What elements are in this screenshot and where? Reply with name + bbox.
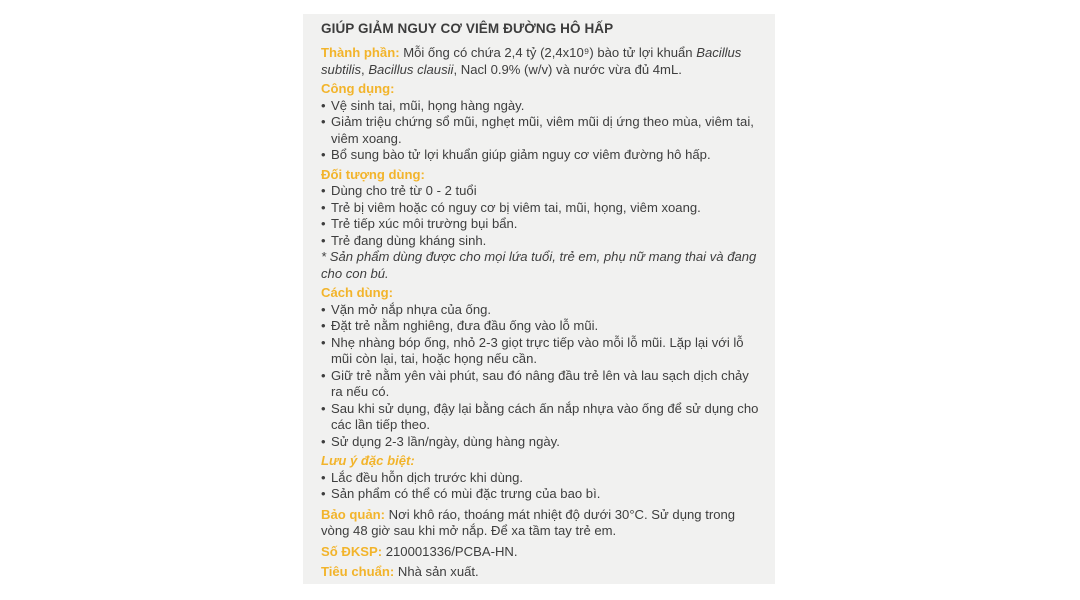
list-item: • Bổ sung bào tử lợi khuẩn giúp giảm nguy cơ viêm đường hô hấp. xyxy=(321,147,775,164)
list-item: • Giữ trẻ nằm yên vài phút, sau đó nâng đầu trẻ lên và lau sạch dịch chảy ra nếu có. xyxy=(321,368,775,401)
directions-list xyxy=(321,302,775,451)
notice-list xyxy=(321,470,775,503)
list-item: • Sau khi sử dụng, đậy lại bằng cách ấn nắp nhựa vào ống để sử dụng cho các lần tiếp theo. xyxy=(321,401,775,434)
uses-label: Công dụng: xyxy=(321,81,395,96)
notice-label: Lưu ý đặc biệt: xyxy=(321,453,415,468)
page-title: GIÚP GIẢM NGUY CƠ VIÊM ĐƯỜNG HÔ HẤP xyxy=(321,21,614,36)
standard-label: Tiêu chuẩn: xyxy=(321,564,395,579)
uses-section xyxy=(321,81,775,164)
list-item: • Vệ sinh tai, mũi, họng hàng ngày. xyxy=(321,98,775,115)
composition-text-a: Mỗi ống có chứa 2,4 tỷ (2,4x10⁹) bào tử lợi khuẩn xyxy=(399,45,697,60)
users-list xyxy=(321,183,775,249)
list-item: • Đặt trẻ nằm nghiêng, đưa đầu ống vào lỗ mũi. xyxy=(321,318,775,335)
standard-section xyxy=(321,564,775,581)
notice-section xyxy=(321,453,775,503)
directions-label: Cách dùng: xyxy=(321,285,394,300)
list-item: • Trẻ bị viêm hoặc có nguy cơ bị viêm tai, mũi, họng, viêm xoang. xyxy=(321,200,775,217)
product-info-panel xyxy=(303,14,775,584)
users-label: Đối tượng dùng: xyxy=(321,166,425,182)
list-item: • Trẻ đang dùng kháng sinh. xyxy=(321,233,775,250)
storage-section xyxy=(321,507,775,540)
storage-label: Bảo quản: xyxy=(321,506,386,522)
list-item: • Dùng cho trẻ từ 0 - 2 tuổi xyxy=(321,183,775,200)
uses-list xyxy=(321,98,775,164)
list-item: • Giảm triệu chứng sổ mũi, nghẹt mũi, viêm mũi dị ứng theo mùa, viêm tai, viêm xoang. xyxy=(321,114,775,147)
composition-sep: , xyxy=(361,61,369,77)
registration-label: Số ĐKSP: xyxy=(321,543,383,559)
registration-text: 210001336/PCBA-HN. xyxy=(382,543,518,559)
species-2: Bacillus clausii xyxy=(368,61,454,77)
users-note: * Sản phẩm dùng được cho mọi lứa tuổi, trẻ em, phụ nữ mang thai và đang cho con bú. xyxy=(321,249,757,281)
composition-section xyxy=(321,45,775,78)
list-item: • Sản phẩm có thể có mùi đặc trưng của bao bì. xyxy=(321,486,775,503)
standard-text: Nhà sản xuất. xyxy=(394,564,479,579)
list-item: • Vặn mở nắp nhựa của ống. xyxy=(321,302,775,319)
composition-label: Thành phần: xyxy=(321,45,400,60)
list-item: • Nhẹ nhàng bóp ống, nhỏ 2-3 giọt trực tiếp vào mỗi lỗ mũi. Lặp lại với lỗ mũi còn lại, tai, hoặc họng nếu cần. xyxy=(321,335,775,368)
list-item: • Lắc đều hỗn dịch trước khi dùng. xyxy=(321,470,775,487)
list-item: • Sử dụng 2-3 lần/ngày, dùng hàng ngày. xyxy=(321,434,775,451)
species-1: Bacillus subtilis xyxy=(321,45,742,77)
users-section xyxy=(321,167,775,283)
storage-text: Nơi khô ráo, thoáng mát nhiệt độ dưới 30°C. Sử dụng trong vòng 48 giờ sau khi mở nắp. Để xa tầm tay trẻ em. xyxy=(321,506,736,538)
composition-text-b: , Nacl 0.9% (w/v) và nước vừa đủ 4mL. xyxy=(453,61,682,77)
registration-section xyxy=(321,544,775,561)
list-item: • Trẻ tiếp xúc môi trường bụi bẩn. xyxy=(321,216,775,233)
directions-section xyxy=(321,285,775,450)
